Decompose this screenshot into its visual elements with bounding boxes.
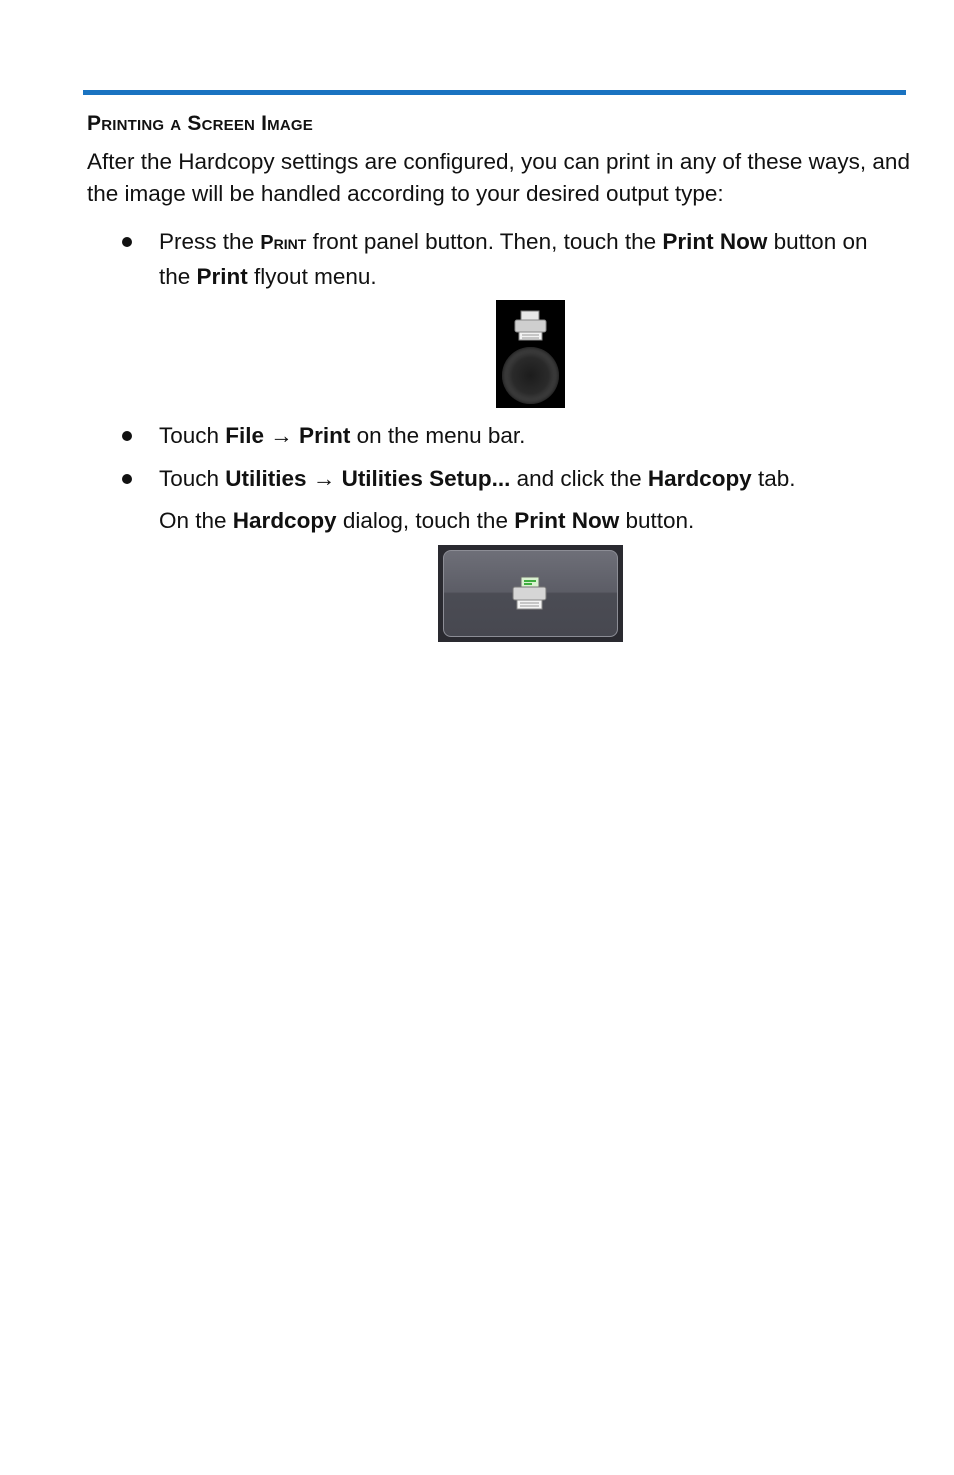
bullet-item-utilities: Touch Utilities → Utilities Setup... and click the Hardcopy tab. [159, 466, 796, 491]
print-key-label: Print [260, 232, 307, 254]
section-rule [83, 90, 906, 95]
printer-icon [513, 310, 549, 342]
bullet-item-front-panel: Press the Print front panel button. Then, touch the Print Now button on the Print flyout menu. [159, 229, 868, 289]
knob [502, 347, 559, 404]
hardcopy-dialog-instruction: On the Hardcopy dialog, touch the Print Now button. [159, 508, 695, 533]
front-panel-print-button [496, 300, 565, 408]
printer-icon [510, 575, 550, 611]
bullet-item-file-menu: Touch File → Print on the menu bar. [159, 423, 526, 448]
section-heading: Printing a Screen Image [87, 112, 313, 135]
bullet-dot [122, 431, 132, 441]
bullet-dot [122, 474, 132, 484]
bullet-dot [122, 237, 132, 247]
intro-paragraph: After the Hardcopy settings are configured, you can print in any of these ways, and the image will be handled according to your desired output type: [87, 149, 910, 206]
print-now-button[interactable] [438, 545, 623, 642]
